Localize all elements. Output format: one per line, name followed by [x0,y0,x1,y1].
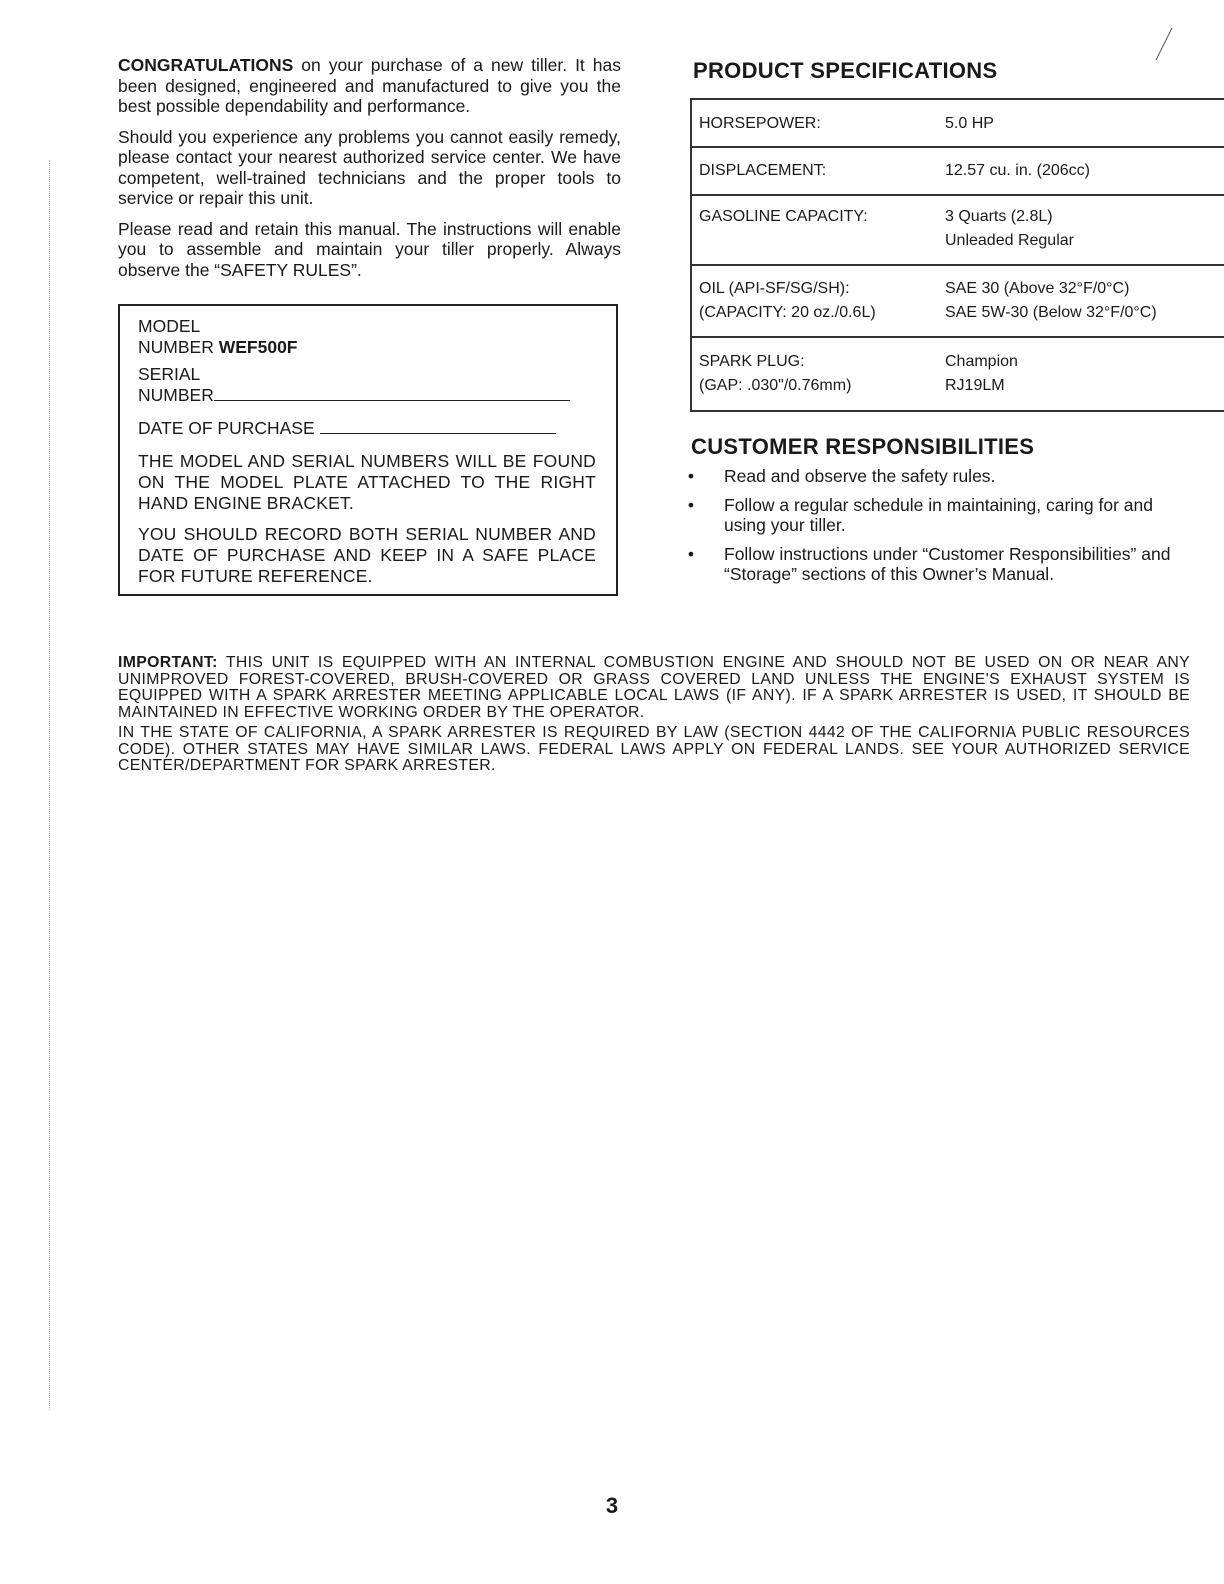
important-paragraph-1: IMPORTANT: THIS UNIT IS EQUIPPED WITH AN INTERNAL COMBUSTION ENGINE AND SHOULD NOT BE USED ON OR NEAR ANY UNIMPROVED FOREST-COVERED, BRUSH-COVERED OR GRASS COVERED LAND UNLESS THE ENGINE'S EXHAUST SYSTEM IS EQUIPPED WITH A SPARK ARRESTER MEETING APPLICABLE LOCAL LAWS (IF ANY). IF A SPARK ARRESTER IS USED, IT SHOULD BE MAINTAINED IN EFFECTIVE WORKING ORDER BY THE OPERATOR. [118,654,1190,721]
spec-label: DISPLACEMENT: [699,162,827,179]
spec-row-spark-plug [691,337,1224,411]
spec-value: 5.0 HP [945,115,994,132]
intro-section [118,55,621,290]
bullet-icon: • [687,466,695,486]
spec-row-displacement [691,147,1224,195]
intro-paragraph-3: Please read and retain this manual. The instructions will enable you to assemble and maintain your tiller properly. Always observe the “SAFETY RULES”. [118,218,621,280]
record-box [118,304,618,596]
spec-value: 12.57 cu. in. (206cc) [945,162,1090,179]
spec-value: SAE 30 (Above 32°F/0°C) SAE 5W-30 (Below 32°F/0°C) [945,280,1157,321]
page-number: 3 [605,1493,619,1518]
record-reminder-note: YOU SHOULD RECORD BOTH SERIAL NUMBER AND DATE OF PURCHASE AND KEEP IN A SAFE PLACE FOR FUTURE REFERENCE. [138,524,596,586]
customer-responsibilities-title: CUSTOMER RESPONSIBILITIES [691,434,1035,459]
important-paragraph-2: IN THE STATE OF CALIFORNIA, A SPARK ARRESTER IS REQUIRED BY LAW (SECTION 4442 OF THE CALIFORNIA PUBLIC RESOURCES CODE). OTHER STATES MAY HAVE SIMILAR LAWS. FEDERAL LAWS APPLY ON FEDERAL LANDS. SEE YOUR AUTHORIZED SERVICE CENTER/DEPARTMENT FOR SPARK ARRESTER. [118,724,1190,774]
spec-row-horsepower [691,99,1224,147]
model-plate-note: THE MODEL AND SERIAL NUMBERS WILL BE FOUND ON THE MODEL PLATE ATTACHED TO THE RIGHT HAND ENGINE BRACKET. [138,451,596,513]
spec-label: SPARK PLUG: (GAP: .030"/0.76mm) [699,353,852,394]
spec-label: GASOLINE CAPACITY: [699,208,868,225]
spec-row-oil [691,265,1224,337]
bullet-icon: • [687,494,695,515]
serial-label-line-1: SERIAL [138,364,201,384]
spec-value: 3 Quarts (2.8L) Unleaded Regular [945,208,1074,249]
model-label-line-2: NUMBER [138,337,214,357]
serial-number-line [138,385,596,406]
important-notice [118,655,1190,779]
margin-dotted-rule [49,160,50,1410]
customer-responsibilities-list [686,466,1190,593]
spec-label: OIL (API-SF/SG/SH): (CAPACITY: 20 oz./0.6L) [699,280,876,321]
serial-label-line-2: NUMBER [138,385,214,405]
date-label: DATE OF PURCHASE [138,418,315,438]
important-label: IMPORTANT: [118,654,218,671]
intro-lead: CONGRATULATIONS [118,55,294,75]
intro-paragraph-1 [118,55,621,117]
intro-p1-text: on your purchase of a new tiller. It has been designed, engineered and manufactured to give you the best possible dependability and performance. [118,55,621,116]
date-of-purchase-blank[interactable] [320,418,556,434]
intro-paragraph-2: Should you experience any problems you cannot easily remedy, please contact your nearest authorized service center. We have competent, well-trained technicians and the proper tools to service or repair this unit. [118,126,621,208]
list-item: • Follow a regular schedule in maintaining, caring for and using your tiller. [687,494,1153,535]
product-specifications-title: PRODUCT SPECIFICATIONS [693,58,998,83]
bullet-icon: • [687,543,695,564]
spec-row-gasoline-capacity [691,195,1224,265]
pen-mark [1152,26,1176,62]
list-item: • Follow instructions under “Customer Responsibilities” and “Storage” sections of this Owner’s Manual. [687,543,1171,584]
model-number-value: WEF500F [218,337,298,357]
spec-value: Champion RJ19LM [945,353,1018,394]
model-label-line-1: MODEL [138,316,201,336]
spec-table [691,98,1224,412]
spec-label: HORSEPOWER: [699,115,821,132]
date-of-purchase-line [138,418,596,439]
list-item: • Read and observe the safety rules. [687,466,996,486]
model-number-line [138,337,596,358]
serial-number-blank[interactable] [214,385,570,401]
